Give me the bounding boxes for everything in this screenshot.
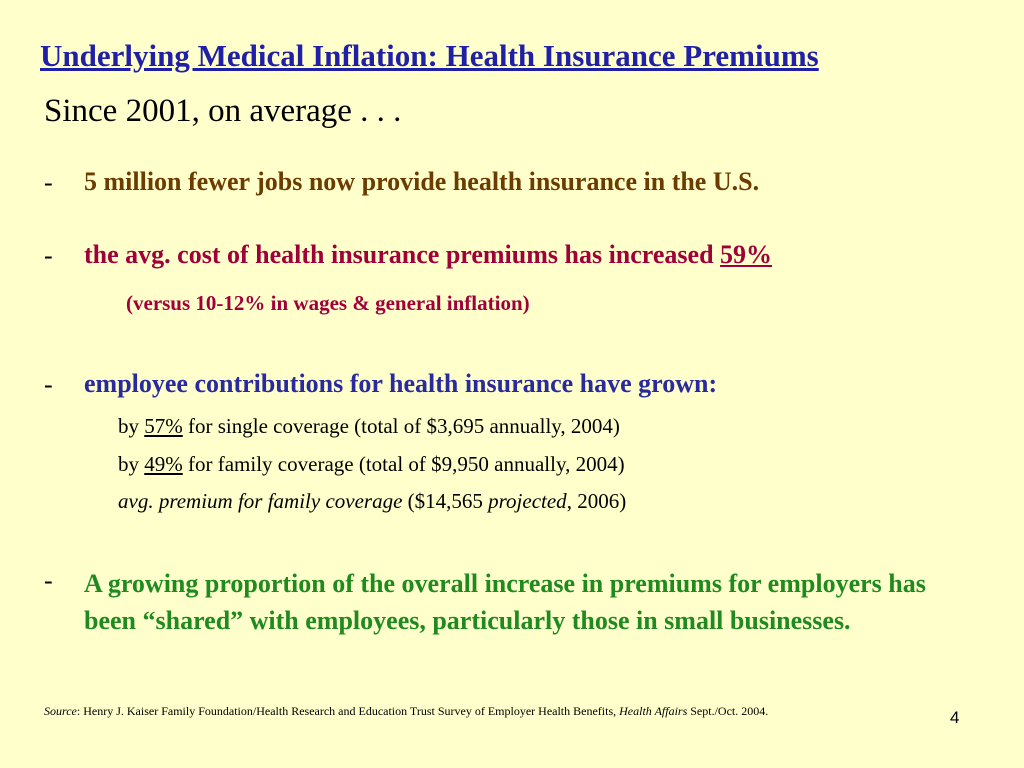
sub-item-italic: avg. premium for family coverage (118, 489, 403, 513)
bullet-dash: - (44, 566, 53, 595)
bullet-dash: - (44, 168, 53, 197)
sub-item-text: for family coverage (total of $9,950 annually, 2004) (182, 452, 625, 476)
sub-item-text: , 2006) (566, 489, 627, 513)
source-journal: Health Affairs (619, 704, 688, 718)
bullet-premium-comparison: (versus 10-12% in wages & general inflation) (126, 291, 530, 315)
source-text: : Henry J. Kaiser Family Foundation/Health Research and Education Trust Survey of Employer Health Benefits, (76, 704, 620, 718)
bullet-employee-contributions: employee contributions for health insurance have grown: (84, 369, 718, 398)
sub-item-avg-premium (118, 489, 626, 514)
source-citation (44, 704, 768, 719)
bullet-premium-cost (84, 240, 772, 270)
sub-item-prefix: by (118, 452, 145, 476)
sub-item-single-coverage (118, 414, 620, 439)
bullet-cost-sharing: A growing proportion of the overall increase in premiums for employers has been “shared” with employees, particularly those in small businesses. (84, 569, 926, 635)
bullet-jobs: 5 million fewer jobs now provide health insurance in the U.S. (84, 167, 760, 196)
bullet-dash: - (44, 370, 53, 399)
slide-title: Underlying Medical Inflation: Health Insurance Premiums (40, 38, 819, 73)
sub-item-family-coverage (118, 452, 625, 477)
sub-item-italic: projected (488, 489, 567, 513)
bullet-dash: - (44, 241, 53, 270)
sub-item-text: for single coverage (total of $3,695 annually, 2004) (182, 414, 620, 438)
intro-text: Since 2001, on average . . . (44, 93, 402, 129)
family-coverage-percent: 49% (144, 452, 183, 476)
page-number: 4 (950, 708, 960, 727)
source-label: Source (44, 704, 77, 718)
premium-increase-percent: 59% (720, 240, 773, 269)
single-coverage-percent: 57% (144, 414, 183, 438)
sub-item-prefix: by (118, 414, 145, 438)
source-date: Sept./Oct. 2004. (687, 704, 769, 718)
bullet-premium-cost-text: the avg. cost of health insurance premiums has increased (84, 240, 721, 269)
sub-item-text: ($14,565 (402, 489, 489, 513)
